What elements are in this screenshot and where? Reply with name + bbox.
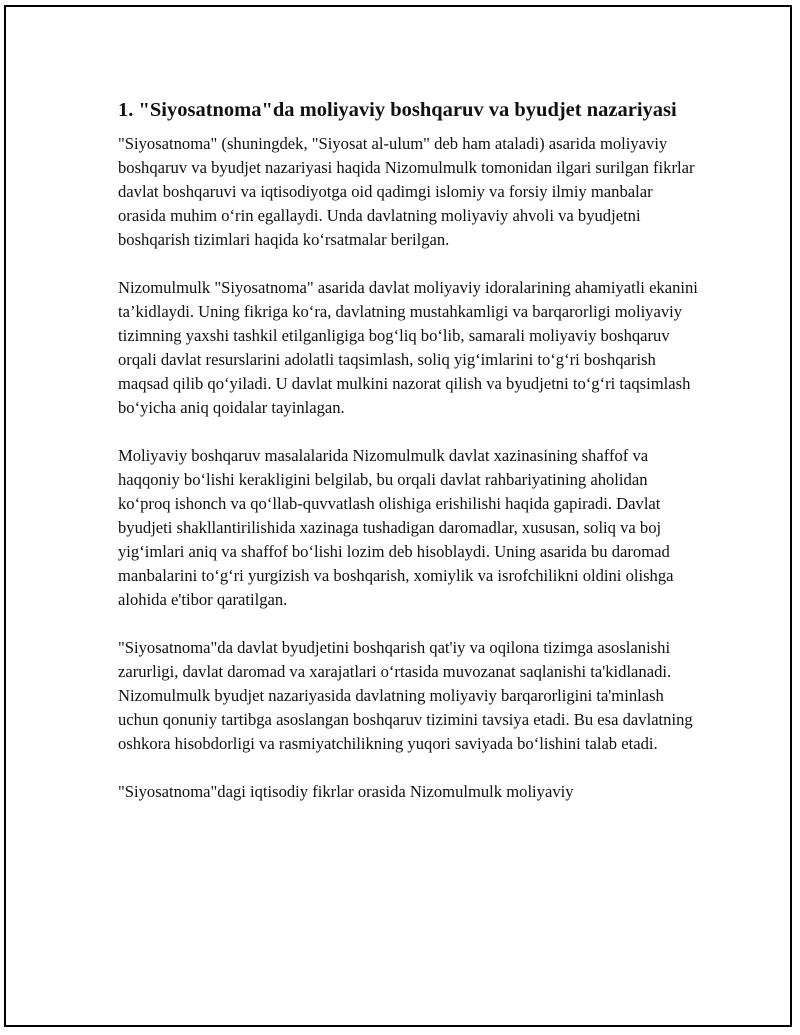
paragraph-2: Nizomulmulk "Siyosatnoma" asarida davlat moliyaviy idoralarining ahamiyatli ekanini ta’kidlaydi. Uning fikriga ko‘ra, davlatning mustahkamligi va barqarorligi moliyaviy tizimning yaxshi tashkil etilganligiga bog‘liq bo‘lib, samarali moliyaviy boshqaruv orqali davlat resurslarini adolatli taqsimlash, soliq yig‘imlarini to‘g‘ri boshqarish maqsad qilib qo‘yiladi. U davlat mulkini nazorat qilish va byudjetni to‘g‘ri taqsimlash bo‘yicha aniq qoidalar tayinlagan.: [118, 278, 698, 417]
paragraph-3: Moliyaviy boshqaruv masalalarida Nizomulmulk davlat xazinasining shaffof va haqqoniy bo‘lishi kerakligini belgilab, bu orqali davlat rahbariyatining aholidan ko‘proq ishonch va qo‘llab-quvvatlash olishiga erishilishi haqida gapiradi. Davlat byudjeti shakllantirilishida xazinaga tushadigan daromadlar, xususan, soliq va boj yig‘imlari aniq va shaffof bo‘lishi lozim deb hisoblaydi. Uning asarida bu daromad manbalarini to‘g‘ri yurgizish va boshqarish, xomiylik va isrofchilikni oldini olishga alohida e'tibor qaratilgan.: [118, 446, 674, 609]
document-body: [118, 96, 698, 828]
paragraph-1: "Siyosatnoma" (shuningdek, "Siyosat al-ulum" deb ham ataladi) asarida moliyaviy boshqaruv va byudjet nazariyasi haqida Nizomulmulk tomonidan ilgari surilgan fikrlar davlat boshqaruvi va iqtisodiyotga oid qadimgi islomiy va forsiy ilmiy manbalar orasida muhim o‘rin egallaydi. Unda davlatning moliyaviy ahvoli va byudjetni boshqarish tizimlari haqida ko‘rsatmalar berilgan.: [118, 134, 695, 249]
paragraph-4: "Siyosatnoma"da davlat byudjetini boshqarish qat'iy va oqilona tizimga asoslanishi zarurligi, davlat daromad va xarajatlari o‘rtasida muvozanat saqlanishi ta'kidlanadi. Nizomulmulk byudjet nazariyasida davlatning moliyaviy barqarorligini ta'minlash uchun qonuniy tartibga asoslangan boshqaruv tizimini tavsiya etadi. Bu esa davlatning oshkora hisobdorligi va rasmiyatchilikning yuqori saviyada bo‘lishini talab etadi.: [118, 638, 693, 753]
section-heading: 1. "Siyosatnoma"da moliyaviy boshqaruv va byudjet nazariyasi: [118, 99, 677, 121]
paragraph-5: "Siyosatnoma"dagi iqtisodiy fikrlar orasida Nizomulmulk moliyaviy: [118, 782, 574, 801]
